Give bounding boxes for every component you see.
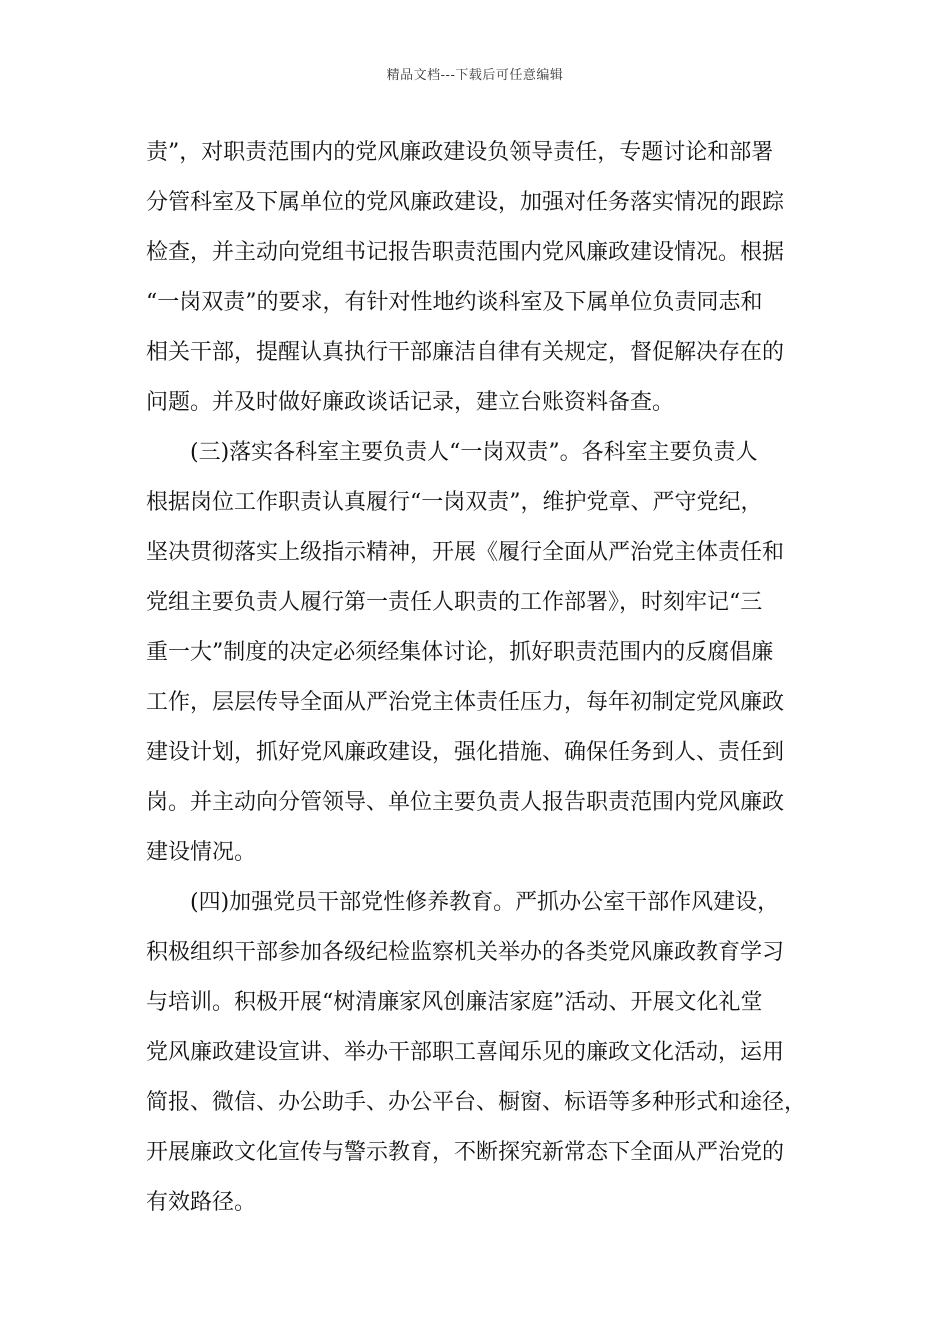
text-line: 有效路径。	[146, 1190, 257, 1215]
text-line: 岗。并主动向分管领导、单位主要负责人报告职责范围内党风廉政	[146, 790, 785, 815]
text-line: (四)加强党员干部党性修养教育。严抓办公室干部作风建设，	[190, 890, 780, 915]
text-line: 根据岗位工作职责认真履行“一岗双责”，维护党章、严守党纪，	[146, 490, 763, 515]
text-line: (三)落实各科室主要负责人“一岗双责”。各科室主要负责人	[190, 440, 758, 465]
text-line: 重一大”制度的决定必须经集体讨论，抓好职责范围内的反腐倡廉	[146, 640, 774, 665]
text-line: 简报、微信、办公助手、办公平台、橱窗、标语等多种形式和途径，	[146, 1090, 807, 1115]
text-line: 建设情况。	[146, 840, 257, 865]
page-header: 精品文档---下载后可任意编辑	[386, 68, 564, 83]
text-line: 坚决贯彻落实上级指示精神，开展《履行全面从严治党主体责任和	[146, 540, 785, 565]
text-line: 与培训。积极开展“树清廉家风创廉洁家庭”活动、开展文化礼堂	[146, 990, 763, 1015]
text-line: 建设计划，抓好党风廉政建设，强化措施、确保任务到人、责任到	[146, 740, 785, 765]
text-line: 开展廉政文化宣传与警示教育，不断探究新常态下全面从严治党的	[146, 1140, 785, 1165]
text-line: 问题。并及时做好廉政谈话记录，建立台账资料备查。	[146, 390, 675, 415]
text-line: 分管科室及下属单位的党风廉政建设，加强对任务落实情况的跟踪	[146, 190, 785, 215]
text-line: 积极组织干部参加各级纪检监察机关举办的各类党风廉政教育学习	[146, 940, 785, 965]
document-body	[146, 128, 826, 1228]
text-line: 检查，并主动向党组书记报告职责范围内党风廉政建设情况。根据	[146, 240, 785, 265]
text-line: 党风廉政建设宣讲、举办干部职工喜闻乐见的廉政文化活动，运用	[146, 1040, 785, 1065]
text-line: “一岗双责”的要求，有针对性地约谈科室及下属单位负责同志和	[146, 290, 763, 315]
text-line: 相关干部，提醒认真执行干部廉洁自律有关规定，督促解决存在的	[146, 340, 785, 365]
text-line: 责”，对职责范围内的党风廉政建设负领导责任，专题讨论和部署	[146, 140, 774, 165]
text-line: 工作，层层传导全面从严治党主体责任压力，每年初制定党风廉政	[146, 690, 785, 715]
text-line: 党组主要负责人履行第一责任人职责的工作部署》，时刻牢记“三	[146, 590, 763, 615]
